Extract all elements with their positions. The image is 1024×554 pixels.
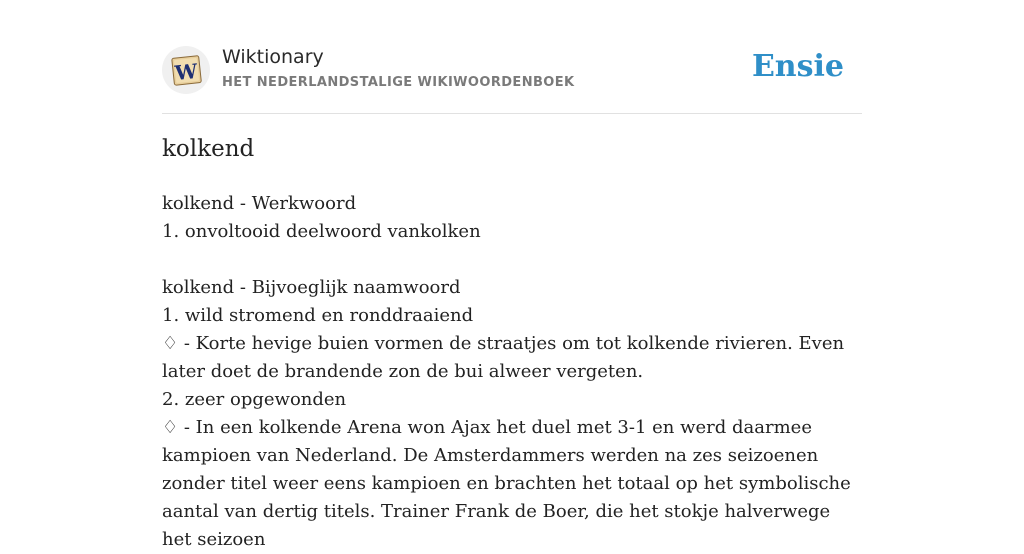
section-heading-werkwoord: kolkend - Werkwoord: [162, 193, 357, 214]
section-heading-bijvoeglijk-naamwoord: kolkend - Bijvoeglijk naamwoord: [162, 277, 461, 298]
section-spacer: [162, 246, 862, 274]
page-title: kolkend: [162, 136, 255, 162]
example-line: ♢ - Korte hevige buien vormen de straatjes om tot kolkende rivieren. Even later doet de brandende zon de bui alweer vergeten.: [162, 333, 845, 382]
definition-line: 2. zeer opgewonden: [162, 389, 347, 410]
site-tagline: HET NEDERLANDSTALIGE WIKIWOORDENBOEK: [222, 75, 575, 90]
entry-content: [162, 190, 862, 554]
logo-letter: W: [173, 58, 199, 86]
ensie-brand-link[interactable]: Ensie: [751, 49, 844, 84]
example-line: ♢ - In een kolkende Arena won Ajax het duel met 3-1 en werd daarmee kampioen van Nederland. De Amsterdammers werden na zes seizoenen zonder titel weer eens kampioen en brachten het totaal op het symbolische aantal van dertig titels. Trainer Frank de Boer, die het stokje halverwege het seizoen: [162, 417, 851, 550]
wiktionary-logo-icon: [162, 46, 210, 94]
site-name[interactable]: Wiktionary: [222, 46, 324, 68]
site-header: [162, 44, 862, 98]
wiktionary-logo[interactable]: [162, 46, 210, 94]
definition-line: 1. onvoltooid deelwoord vankolken: [162, 221, 481, 242]
definition-line: 1. wild stromend en ronddraaiend: [162, 305, 474, 326]
header-divider: [162, 113, 862, 114]
